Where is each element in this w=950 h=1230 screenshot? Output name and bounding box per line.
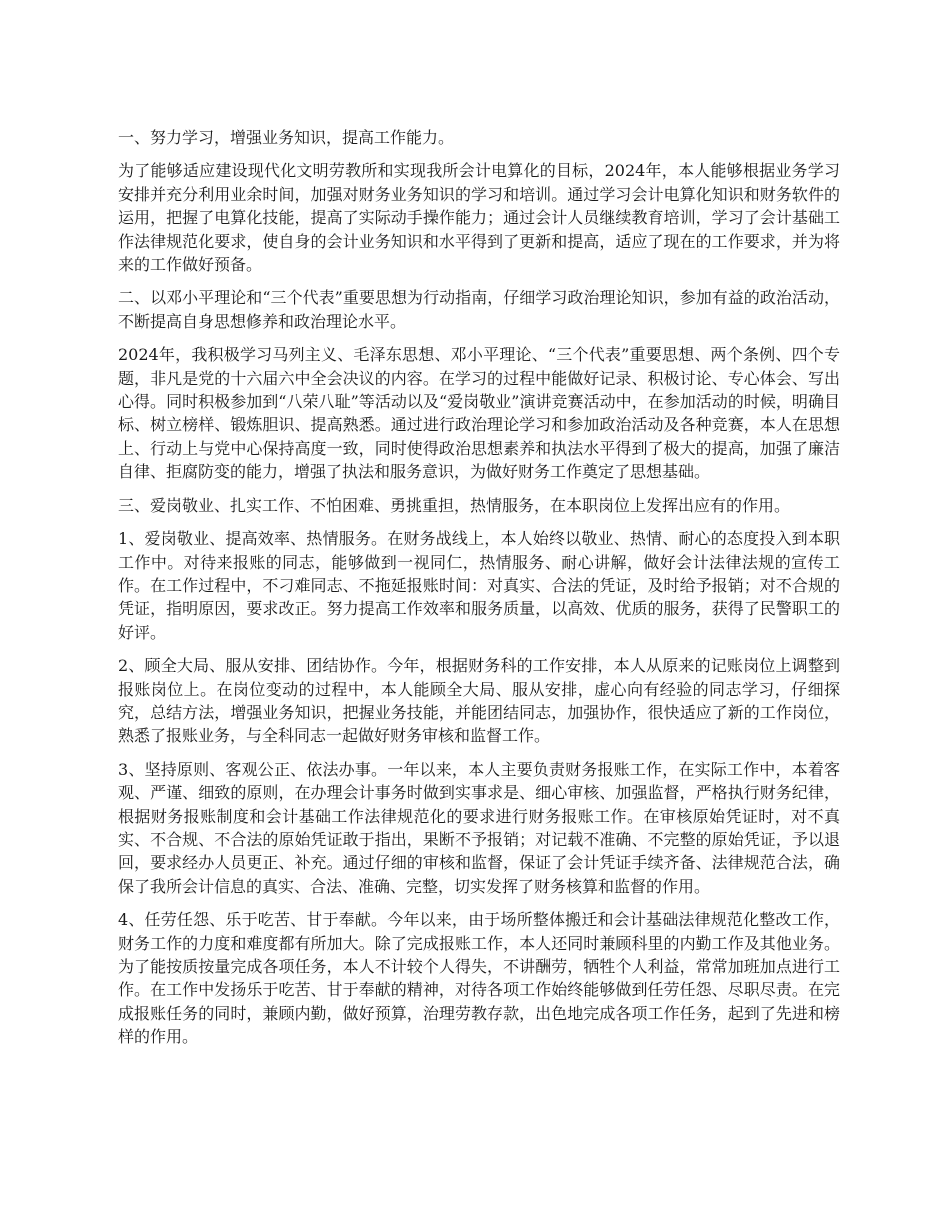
section-heading-2: 二、以邓小平理论和“三个代表”重要思想为行动指南，仔细学习政治理论知识，参加有益的政治活动，不断提高自身思想修养和政治理论水平。 xyxy=(118,288,840,331)
paragraph: 为了能够适应建设现代化文明劳教所和实现我所会计电算化的目标，2024年，本人能够根据业务学习安排并充分利用业余时间，加强对财务业务知识的学习和培训。通过学习会计电算化知识和财务软件的运用，把握了电算化技能，提高了实际动手操作能力；通过会计人员继续教育培训，学习了会计基础工作法律规范化要求，使自身的会计业务知识和水平得到了更新和提高，适应了现在的工作要求，并为将来的工作做好预备。 xyxy=(118,161,840,275)
paragraph: 1、爱岗敬业、提高效率、热情服务。在财务战线上，本人始终以敬业、热情、耐心的态度投入到本职工作中。对待来报账的同志，能够做到一视同仁，热情服务、耐心讲解，做好会计法律法规的宣传工作。在工作过程中，不刁难同志、不拖延报账时间：对真实、合法的凭证，及时给予报销；对不合规的凭证，指明原因，要求改正。努力提高工作效率和服务质量，以高效、优质的服务，获得了民警职工的好评。 xyxy=(118,529,840,642)
paragraph: 2024年，我积极学习马列主义、毛泽东思想、邓小平理论、“三个代表”重要思想、两个条例、四个专题，非凡是党的十六届六中全会决议的内容。在学习的过程中能做好记录、积极讨论、专心体会、写出心得。同时积极参加到“八荣八耻”等活动以及“爱岗敬业”演讲竞赛活动中，在参加活动的时候，明确目标、树立榜样、锻炼胆识、提高熟悉。通过进行政治理论学习和参加政治活动及各种竞赛，本人在思想上、行动上与党中心保持高度一致，同时使得政治思想素养和执法水平得到了极大的提高，加强了廉洁自律、拒腐防变的能力，增强了执法和服务意识，为做好财务工作奠定了思想基础。 xyxy=(118,345,840,482)
section-heading-3: 三、爱岗敬业、扎实工作、不怕困难、勇挑重担，热情服务，在本职岗位上发挥出应有的作用。 xyxy=(118,495,791,515)
document-body xyxy=(118,126,840,1059)
paragraph: 4、任劳任怨、乐于吃苦、甘于奉献。今年以来，由于场所整体搬迁和会计基础法律规范化整改工作，财务工作的力度和难度都有所加大。除了完成报账工作，本人还同时兼顾科里的内勤工作及其他业务。为了能按质按量完成各项任务，本人不计较个人得失，不讲酬劳，牺牲个人利益，常常加班加点进行工作。在工作中发扬乐于吃苦、甘于奉献的精神，对待各项工作始终能够做到任劳任怨、尽职尽责。在完成报账任务的同时，兼顾内勤，做好预算，治理劳教存款，出色地完成各项工作任务，起到了先进和榜样的作用。 xyxy=(118,910,840,1047)
paragraph: 3、坚持原则、客观公正、依法办事。一年以来，本人主要负责财务报账工作，在实际工作中，本着客观、严谨、细致的原则，在办理会计事务时做到实事求是、细心审核、加强监督，严格执行财务纪律，根据财务报账制度和会计基础工作法律规范化的要求进行财务报账工作。在审核原始凭证时，对不真实、不合规、不合法的原始凭证敢于指出，果断不予报销；对记载不准确、不完整的原始凭证，予以退回，要求经办人员更正、补充。通过仔细的审核和监督，保证了会计凭证手续齐备、法律规范合法，确保了我所会计信息的真实、合法、准确、完整，切实发挥了财务核算和监督的作用。 xyxy=(118,759,840,896)
section-heading-1: 一、努力学习，增强业务知识，提高工作能力。 xyxy=(118,128,455,147)
paragraph: 2、顾全大局、服从安排、团结协作。今年，根据财务科的工作安排，本人从原来的记账岗位上调整到报账岗位上。在岗位变动的过程中，本人能顾全大局、服从安排，虚心向有经验的同志学习，仔细探究，总结方法，增强业务知识，把握业务技能，并能团结同志，加强协作，很快适应了新的工作岗位，熟悉了报账业务，与全科同志一起做好财务审核和监督工作。 xyxy=(118,656,840,746)
